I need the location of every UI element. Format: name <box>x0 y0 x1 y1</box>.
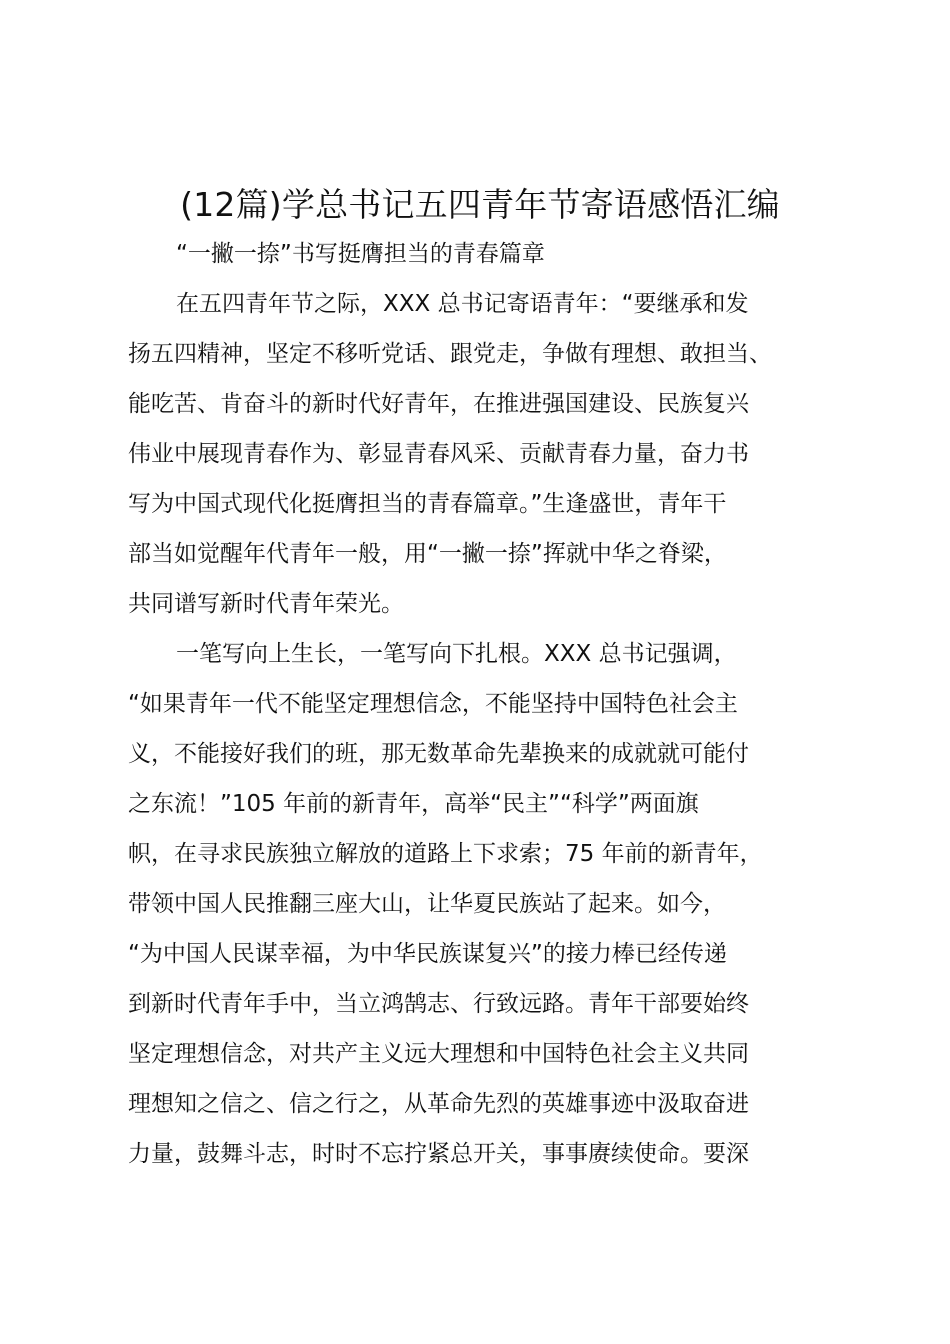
paragraph-line: 在五四青年节之际，XXX 总书记寄语青年：“要继承和发 <box>176 291 749 317</box>
paragraph-line: 写为中国式现代化挺膺担当的青春篇章。”生逢盛世，青年干 <box>128 491 727 517</box>
paragraph-line: 理想知之信之、信之行之，从革命先烈的英雄事迹中汲取奋进 <box>128 1091 749 1117</box>
paragraph-line: 义，不能接好我们的班，那无数革命先辈换来的成就就可能付 <box>128 741 749 767</box>
paragraph-line: “如果青年一代不能坚定理想信念，不能坚持中国特色社会主 <box>128 691 738 717</box>
paragraph-line: 共同谱写新时代青年荣光。 <box>128 591 404 617</box>
paragraph-line: 力量，鼓舞斗志，时时不忘拧紧总开关，事事赓续使命。要深 <box>128 1141 749 1167</box>
paragraph-line: 部当如觉醒年代青年一般，用“一撇一捺”挥就中华之脊梁， <box>128 541 727 567</box>
paragraph-line: 带领中国人民推翻三座大山，让华夏民族站了起来。如今， <box>128 891 726 917</box>
paragraph-line: 能吃苦、肯奋斗的新时代好青年，在推进强国建设、民族复兴 <box>128 391 749 417</box>
paragraph-line: 一笔写向上生长，一笔写向下扎根。XXX 总书记强调， <box>176 641 737 667</box>
paragraph-line: 到新时代青年手中，当立鸿鹄志、行致远路。青年干部要始终 <box>128 991 749 1017</box>
paragraph-line: 扬五四精神，坚定不移听党话、跟党走，争做有理想、敢担当、 <box>128 341 772 367</box>
paragraph-line: “为中国人民谋幸福，为中华民族谋复兴”的接力棒已经传递 <box>128 941 727 967</box>
paragraph-line: 坚定理想信念，对共产主义远大理想和中国特色社会主义共同 <box>128 1041 749 1067</box>
paragraph-2 <box>128 629 838 1179</box>
document-subtitle: “一撇一捺”书写挺膺担当的青春篇章 <box>176 241 545 267</box>
document-title: (12篇)学总书记五四青年节寄语感悟汇编 <box>180 185 780 224</box>
paragraph-1 <box>128 279 838 629</box>
paragraph-line: 伟业中展现青春作为、彰显青春风采、贡献青春力量，奋力书 <box>128 441 749 467</box>
paragraph-line: 之东流！”105 年前的新青年，高举“民主”“科学”两面旗 <box>128 791 699 817</box>
paragraph-line: 帜，在寻求民族独立解放的道路上下求索；75 年前的新青年， <box>128 841 763 867</box>
